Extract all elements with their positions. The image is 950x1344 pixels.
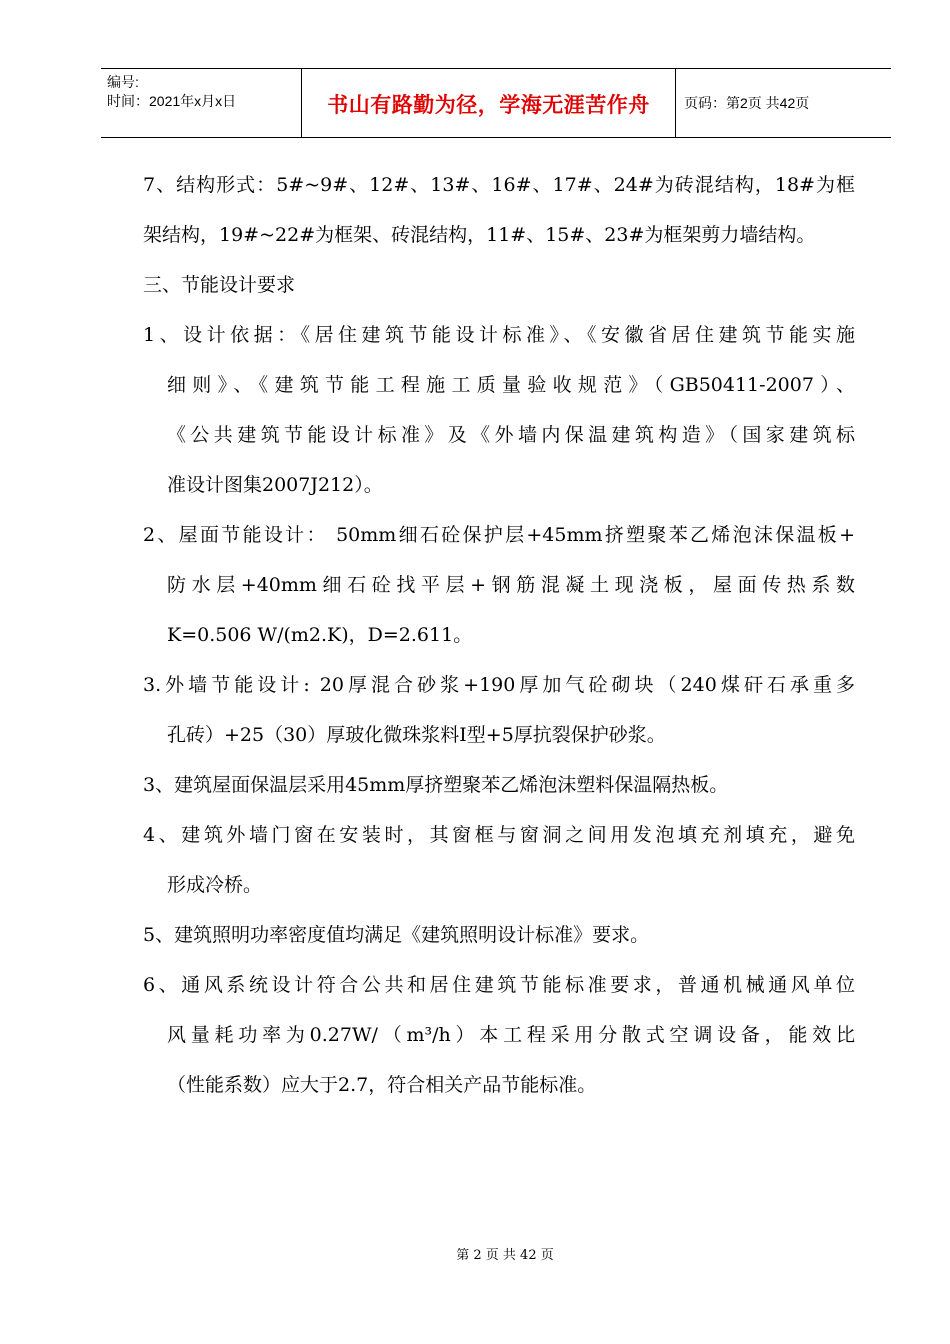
body-line: 孔砖）+25（30）厚玻化微珠浆料Ⅰ型+5厚抗裂保护砂浆。 xyxy=(167,724,666,746)
document-header xyxy=(101,68,891,138)
body-line: 形成冷桥。 xyxy=(167,874,263,896)
header-page-cell xyxy=(676,69,891,137)
body-line: 5、建筑照明功率密度值均满足《建筑照明设计标准》要求。 xyxy=(143,924,650,946)
document-time-label: 时间：2021年x月x日 xyxy=(107,93,237,109)
body-line: K=0.506 W/(m2.K)，D=2.611。 xyxy=(167,624,473,646)
header-page-label: 页码：第2页 共42页 xyxy=(684,95,810,111)
body-line: 防水层+40mm细石砼找平层+钢筋混凝土现浇板，屋面传热系数 xyxy=(167,574,855,596)
body-line: 《公共建筑节能设计标准》及《外墙内保温建筑构造》（国家建筑标 xyxy=(167,424,855,446)
header-left-cell xyxy=(101,69,302,137)
header-motto: 书山有路勤为径，学海无涯苦作舟 xyxy=(327,93,650,117)
body-line: 细则》、《建筑节能工程施工质量验收规范》（GB50411-2007）、 xyxy=(167,374,855,396)
body-line: 准设计图集2007J212）。 xyxy=(167,474,383,496)
page-footer: 第 2 页 共 42 页 xyxy=(456,1248,554,1263)
body-line: 4、建筑外墙门窗在安装时，其窗框与窗洞之间用发泡填充剂填充，避免 xyxy=(143,824,855,846)
body-line: （性能系数）应大于2.7，符合相关产品节能标准。 xyxy=(167,1074,597,1096)
body-line: 2、屋面节能设计： 50mm细石砼保护层+45mm挤塑聚苯乙烯泡沫保温板+ xyxy=(143,524,855,546)
body-line: 1、设计依据：《居住建筑节能设计标准》、《安徽省居住建筑节能实施 xyxy=(143,324,855,346)
document-number-label: 编号: xyxy=(107,74,139,90)
body-line: 3、建筑屋面保温层采用45mm厚挤塑聚苯乙烯泡沫塑料保温隔热板。 xyxy=(143,774,729,796)
body-line: 7、结构形式：5#~9#、12#、13#、16#、17#、24#为砖混结构，18#为框 xyxy=(143,174,855,196)
document-body xyxy=(143,160,855,1110)
body-line: 架结构，19#~22#为框架、砖混结构，11#、15#、23#为框架剪力墙结构。 xyxy=(143,224,816,246)
body-line: 风量耗功率为0.27W/（m³/h）本工程采用分散式空调设备，能效比 xyxy=(167,1024,855,1046)
section-heading: 三、节能设计要求 xyxy=(143,274,296,296)
header-motto-cell xyxy=(302,69,676,137)
body-line: 6、通风系统设计符合公共和居住建筑节能标准要求，普通机械通风单位 xyxy=(143,974,855,996)
body-line: 3.外墙节能设计: 20厚混合砂浆+190厚加气砼砌块（240煤矸石承重多 xyxy=(143,674,855,696)
